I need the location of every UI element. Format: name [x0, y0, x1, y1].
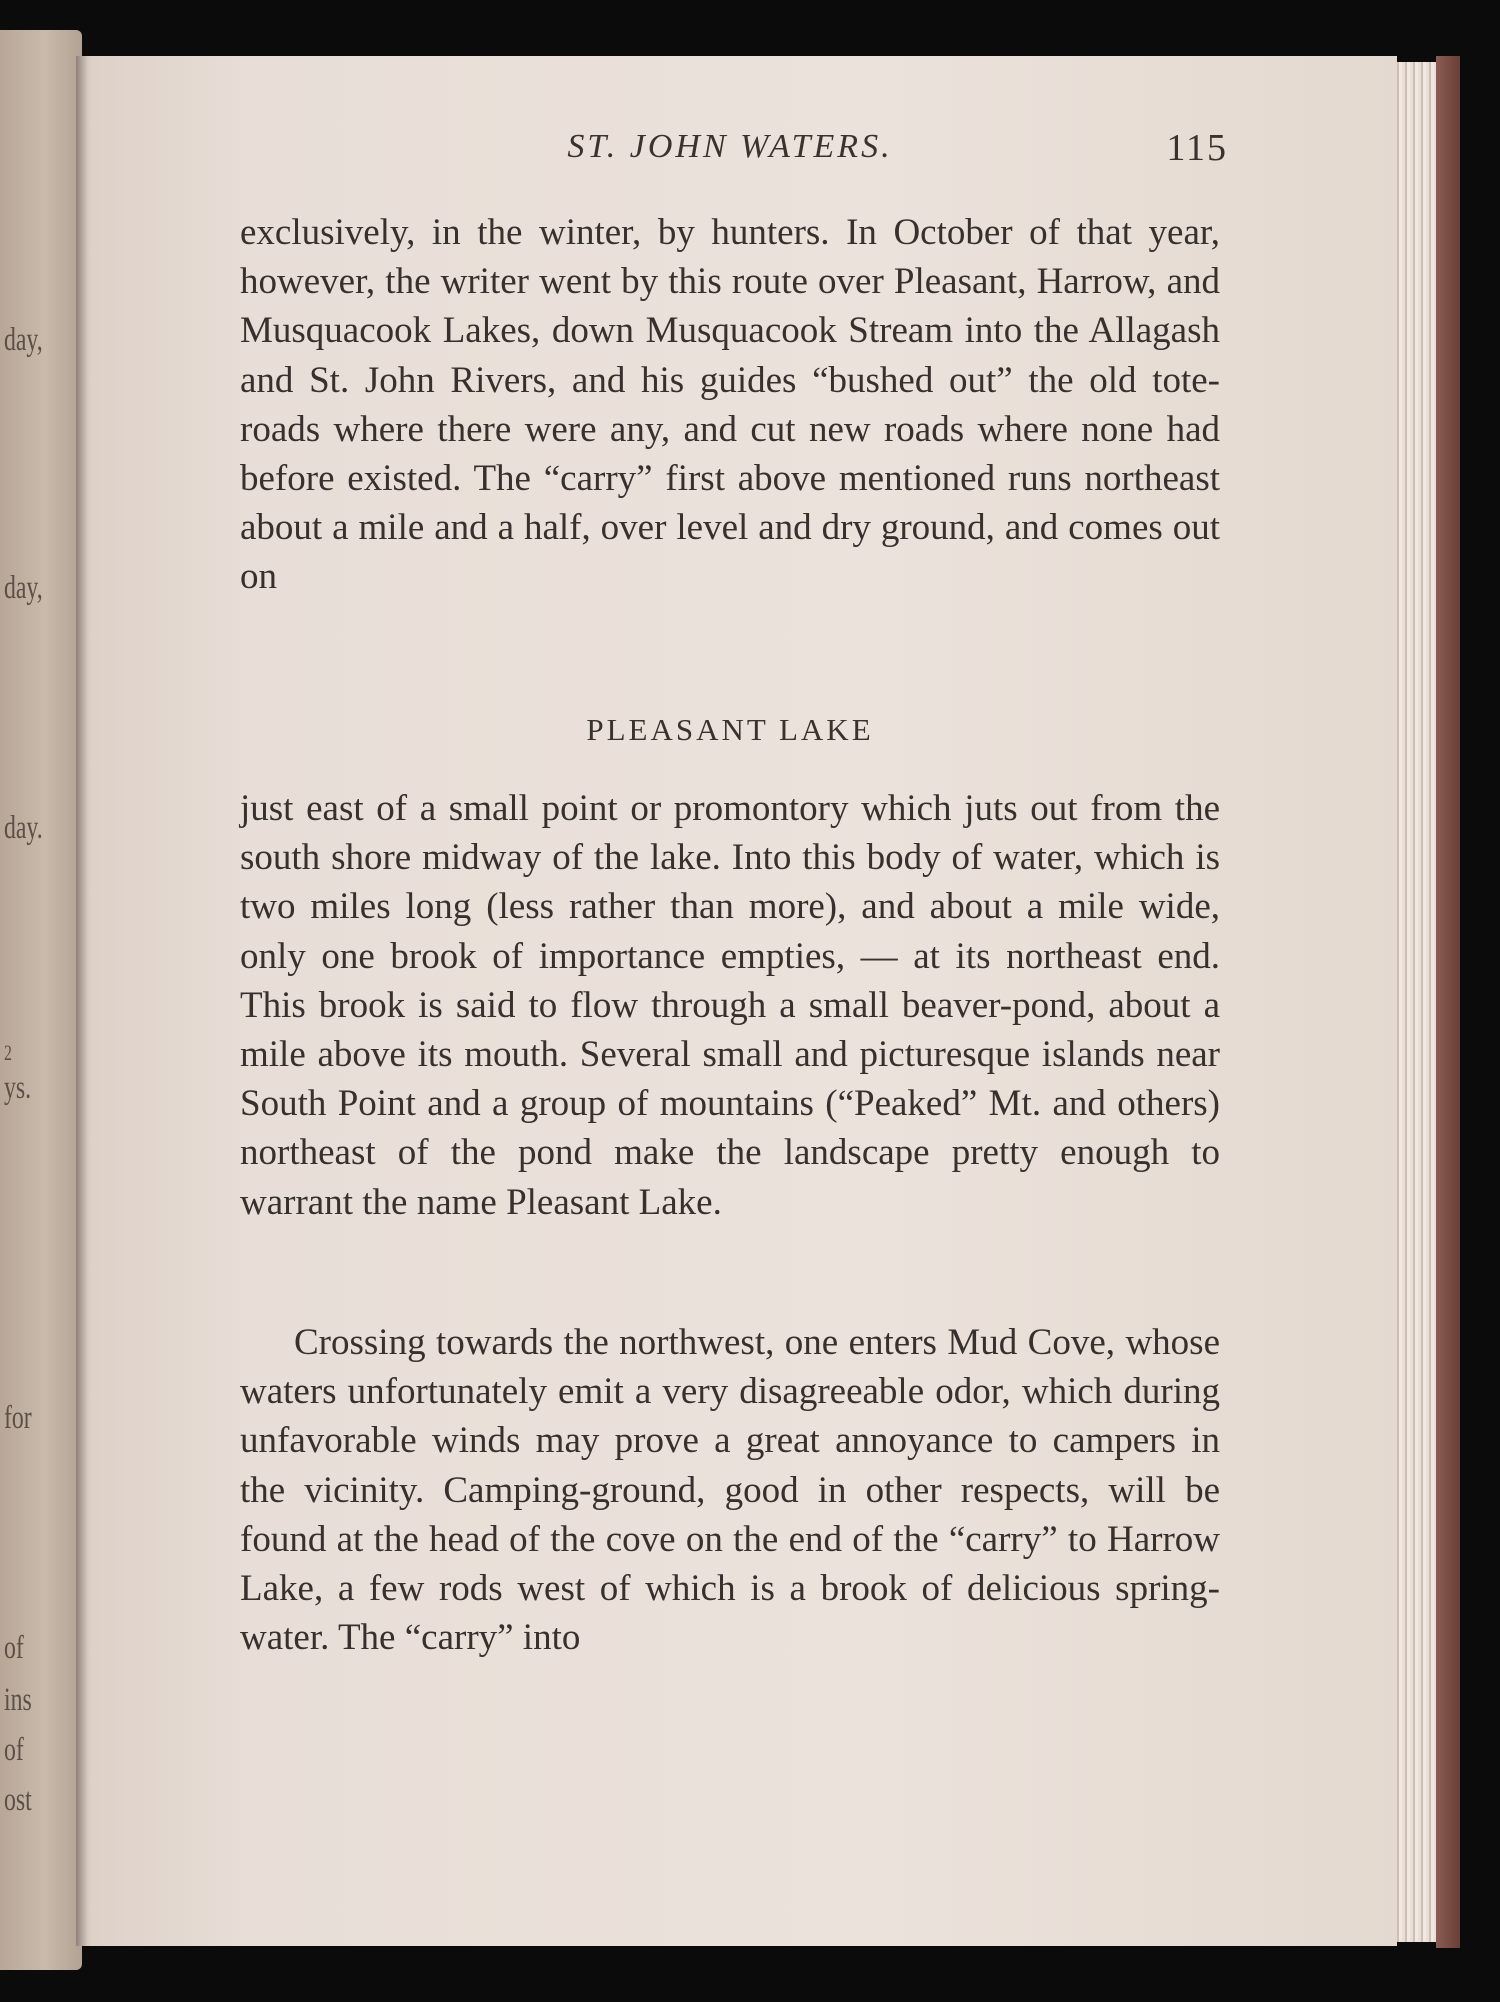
left-page-fragment: for	[4, 1400, 32, 1436]
paragraph	[240, 208, 1220, 602]
left-page-fragment: day,	[4, 322, 43, 358]
running-head: ST. JOHN WATERS.	[567, 128, 893, 165]
paragraph	[240, 1318, 1220, 1662]
paragraph	[240, 784, 1220, 1227]
left-page-fragment: of	[4, 1630, 24, 1666]
paragraph-text: just east of a small point or promontory which juts out from the south shore midway of the lake. Into this body of water, which is two miles long (less rather than more), and about a mile wide, only one brook of importance empties, — at its northeast end. This brook is said to flow through a small beaver-pond, about a mile above its mouth. Several small and picturesque islands near South Point and a group of mountains (“Peaked” Mt. and others) northeast of the pond make the landscape pretty enough to warrant the name Pleasant Lake.	[240, 788, 1220, 1223]
left-page-fragment: 2	[4, 1040, 12, 1065]
paragraph-text: exclusively, in the winter, by hunters. In October of that year, however, the writer went by this route over Pleasant, Harrow, and Musquacook Lakes, down Musquacook Stream into the Allagash and St. John Rivers, and his guides “bushed out” the old tote-roads where there were any, and cut new roads where none had before existed. The “carry” first above mentioned runs northeast about a mile and a half, over level and dry ground, and comes out on	[240, 212, 1220, 598]
left-page-fragment: day,	[4, 570, 43, 606]
left-page-fragment: ost	[4, 1782, 32, 1818]
left-page-fragment: ins	[4, 1682, 32, 1718]
book-cover-edge	[1436, 56, 1460, 1948]
page-number: 115	[1166, 127, 1228, 169]
page-header	[240, 127, 1228, 178]
left-page-fragment: day.	[4, 810, 43, 846]
paragraph-text: Crossing towards the northwest, one enters Mud Cove, whose waters unfortunately emit a very disagreeable odor, which during unfavorable winds may prove a great annoyance to campers in the vicinity. Camping-ground, good in other respects, will be found at the head of the cove on the end of the “carry” to Harrow Lake, a few rods west of which is a brook of delicious spring-water. The “carry” into	[240, 1322, 1220, 1659]
left-page-fragment: ys.	[4, 1070, 32, 1106]
left-facing-page	[0, 30, 82, 1970]
section-heading: PLEASANT LAKE	[586, 712, 874, 747]
left-page-fragment: of	[4, 1732, 24, 1768]
